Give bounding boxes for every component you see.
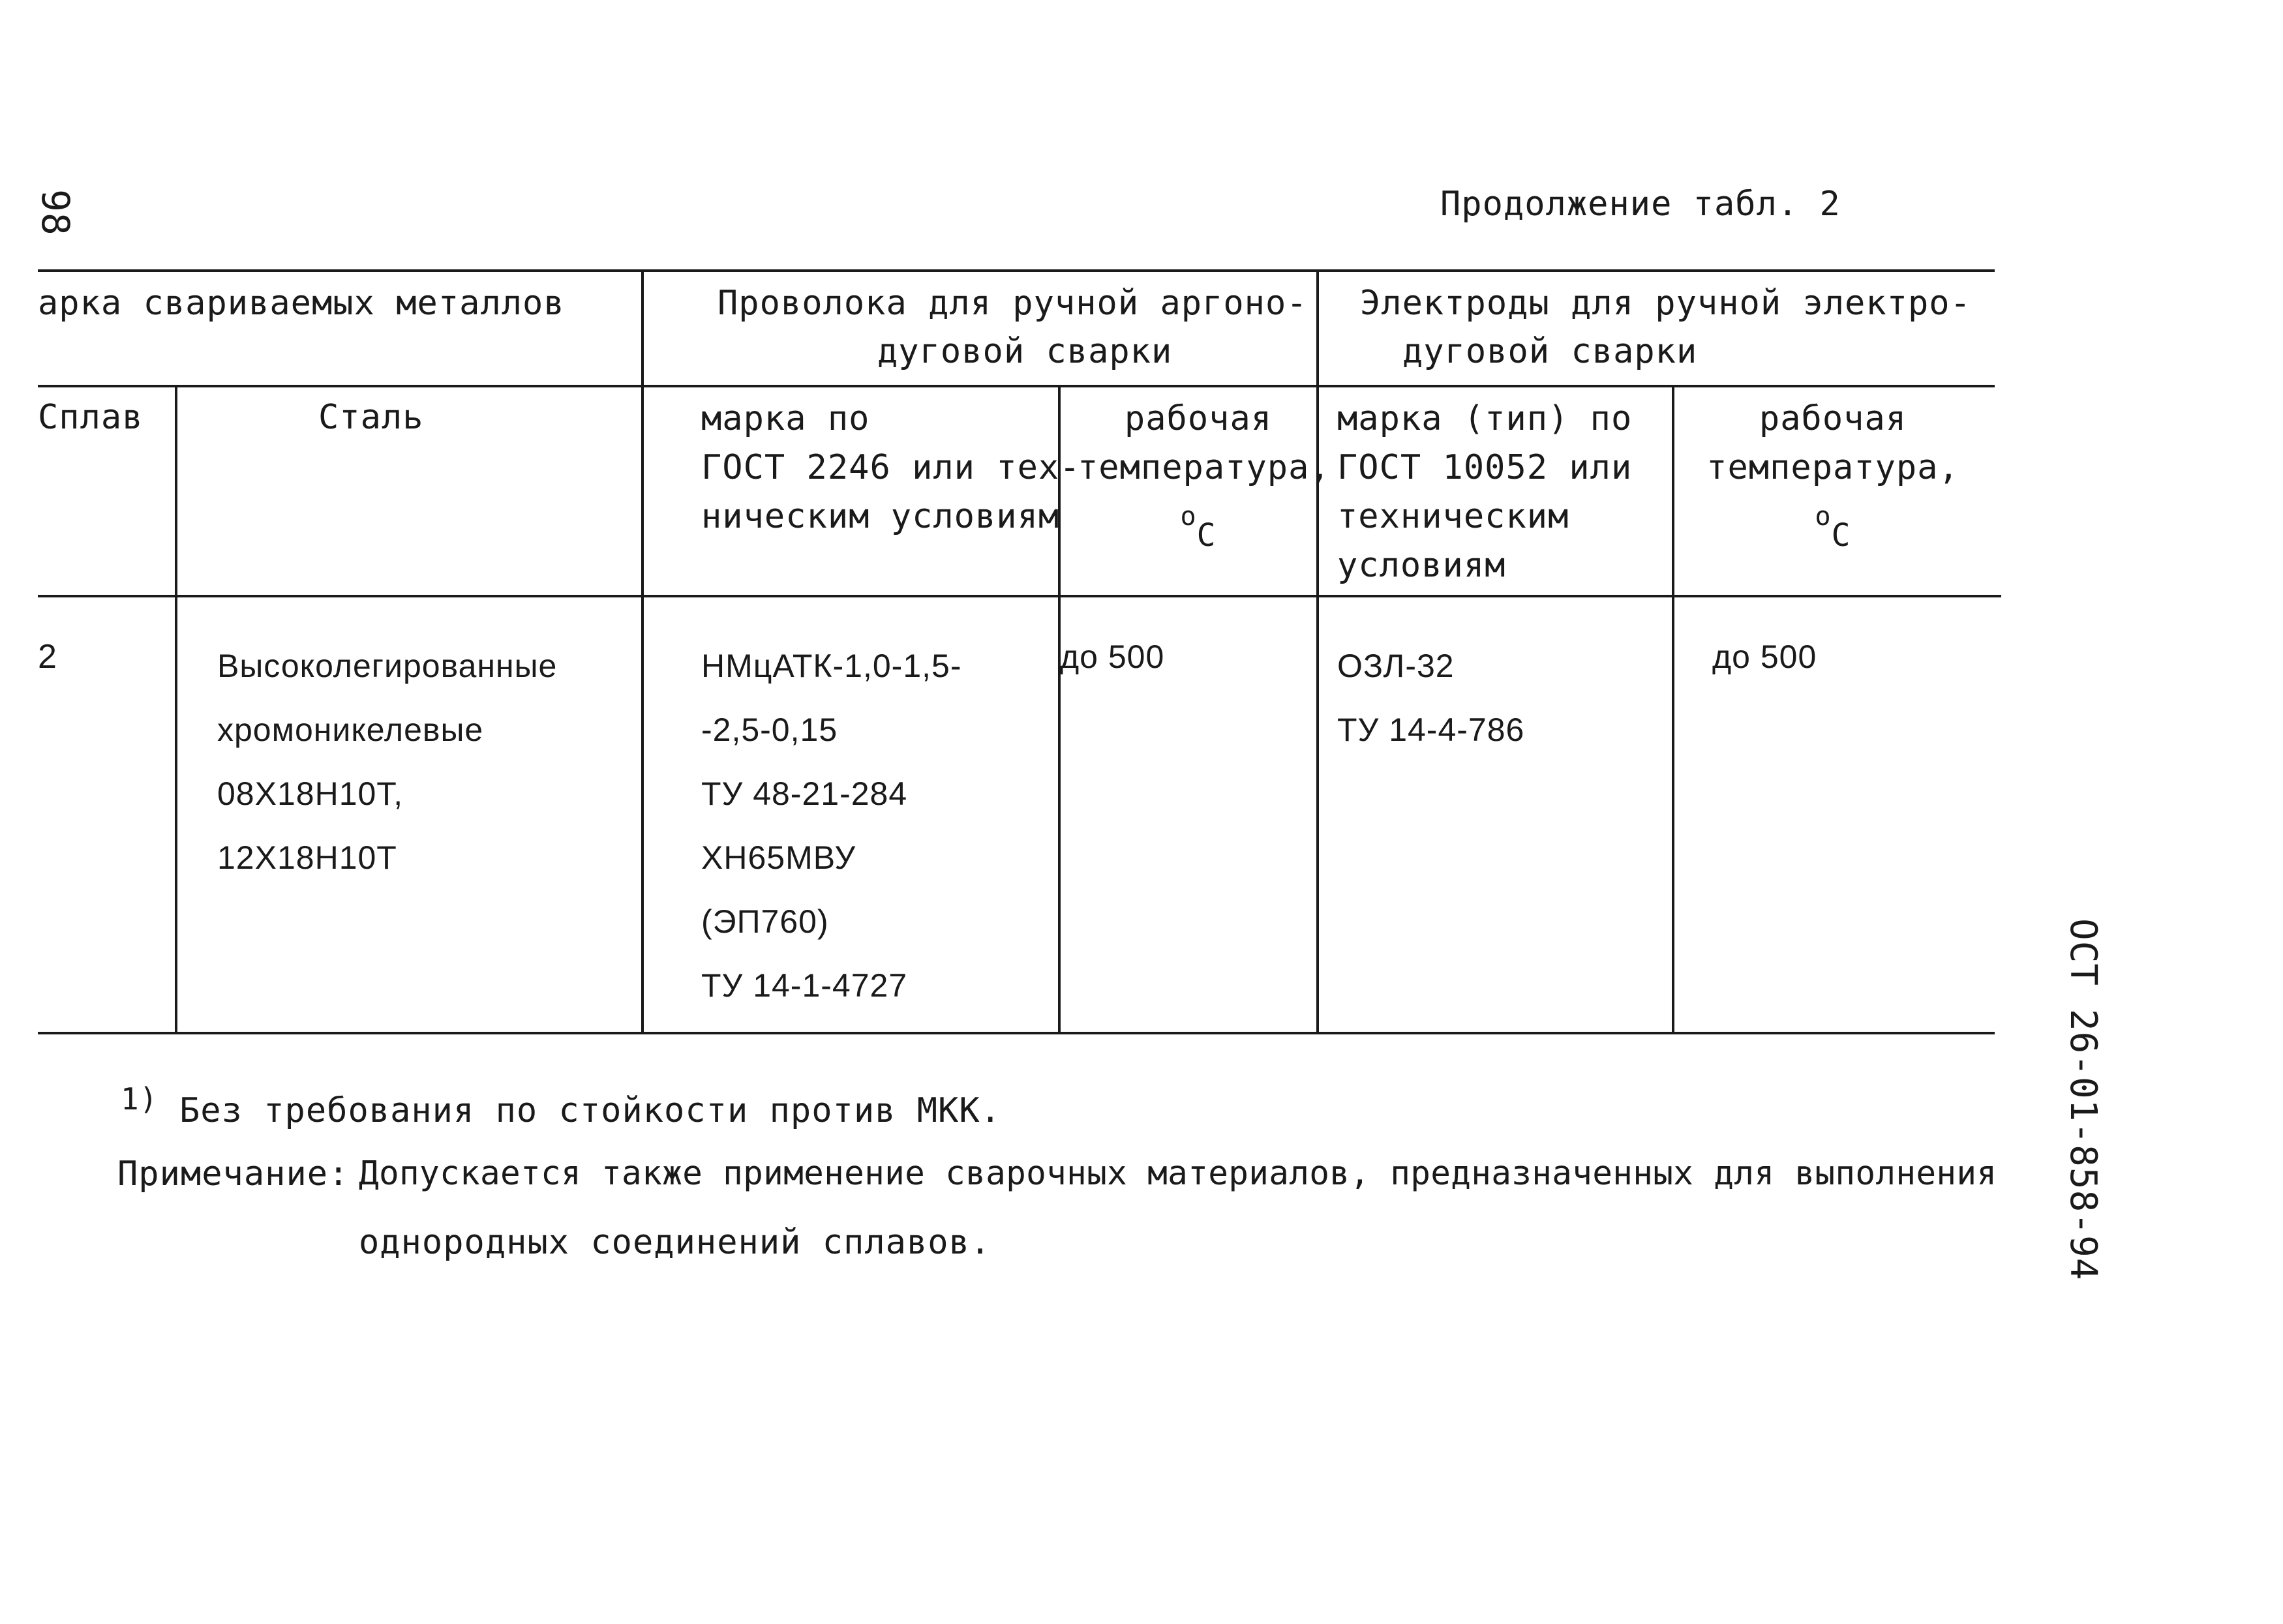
note-label: Примечание: — [117, 1154, 350, 1194]
degree-c: С — [1831, 517, 1851, 554]
table-continuation-caption: Продолжение табл. 2 — [1440, 185, 1841, 224]
header-wire-line1: Проволока для ручной аргоно- — [718, 284, 1308, 323]
subheader-wire-temperature: рабочая температура, $^о$С — [1078, 399, 1331, 554]
subheader-wire-grade: марка по ГОСТ 2246 или тех- ническим условиям — [701, 399, 1081, 536]
table-subheader-divider — [38, 595, 2001, 597]
page-number: 98 — [33, 189, 78, 236]
subheader-electrode-temperature: рабочая температура, $^о$С — [1706, 399, 1959, 554]
header-electrodes-line2: дуговой сварки — [1402, 332, 1698, 371]
header-metals-grade: арка свариваемых металлов — [38, 284, 565, 323]
header-wire-line2: дуговой сварки — [877, 332, 1173, 371]
table-bottom-border — [38, 1032, 1995, 1034]
table-column-divider-electrodes — [1316, 269, 1319, 1033]
subheader-alloy: Сплав — [38, 398, 144, 437]
row-alloy: 2 — [38, 638, 57, 676]
degree-o: о — [1180, 502, 1197, 532]
degree-o: о — [1815, 502, 1832, 532]
header-electrodes-line1: Электроды для ручной электро- — [1360, 284, 1971, 323]
document-code: ОСТ 26-01-858-94 — [2062, 918, 2104, 1281]
row-electrode-grade: ОЗЛ-32 ТУ 14-4-786 — [1337, 648, 1525, 748]
table-top-border — [38, 269, 1995, 272]
table-column-divider-steel — [175, 386, 177, 1033]
degree-c: С — [1196, 517, 1217, 554]
note-line1: Допускается также применение сварочных материалов, предназначенных для выполнения — [359, 1154, 1997, 1193]
note-line2: однородных соединений сплавов. — [359, 1223, 991, 1262]
row-wire-grade: НМцАТК-1,0-1,5- -2,5-0,15 ТУ 48-21-284 ХН65МВУ (ЭП760) ТУ 14-1-4727 — [701, 648, 962, 1004]
table-column-divider-wire — [641, 269, 644, 1033]
subheader-steel: Сталь — [318, 398, 424, 437]
row-wire-temperature: до 500 — [1060, 639, 1165, 675]
table-header-divider — [38, 385, 1995, 387]
row-electrode-temperature: до 500 — [1712, 639, 1817, 675]
footnote-marker: 1) — [121, 1081, 159, 1117]
row-steel: Высоколегированные хромоникелевые 08Х18Н10Т, 12Х18Н10Т — [217, 648, 558, 876]
subheader-electrode-grade: марка (тип) по ГОСТ 10052 или техническим условиям — [1337, 399, 1633, 585]
table-column-divider-electrode-temp — [1672, 386, 1674, 1033]
footnote-text: Без требования по стойкости против МКК. — [179, 1091, 1001, 1130]
